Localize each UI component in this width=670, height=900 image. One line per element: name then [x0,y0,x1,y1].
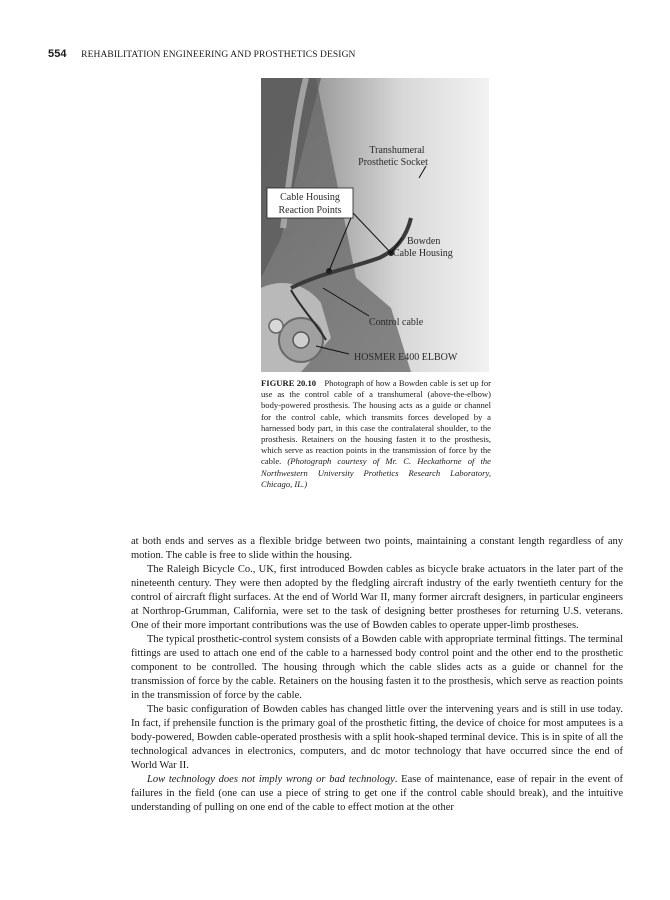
label-socket-1: Transhumeral [369,145,425,156]
paragraph-3: The typical prosthetic-control system consists of a Bowden cable with appropriate terminal fittings. The terminal fittings are used to attach one end of the cable to a harnessed body control point and the other end to the prosthetic component to be controlled. The housing through which the cable slides acts as a guide or channel for the transmission of force by the cable. Retainers on the housing fasten it to the prosthesis, which serve as reaction points in the transmission of force by the cable. [131,634,623,701]
paragraph-5-rest: . Ease of maintenance, ease of repair in the event of failures in the field (one can use a piece of string to get one if the control cable should break), and the intuitive understanding of pulling on one end of the cable to effect motion at the other [131,774,623,813]
body-text [131,535,623,815]
label-elbow: HOSMER E400 ELBOW [354,352,458,363]
label-socket-2: Prosthetic Socket [358,157,428,168]
label-bowden-1: Bowden [407,236,441,247]
running-header [48,48,356,60]
figure-label: FIGURE 20.10 [261,378,317,388]
page-number: 554 [48,48,67,60]
caption-text: Photograph of how a Bowden cable is set up for use as the control cable of a transhumeral (above-the-elbow) body-powered prosthesis. The housing acts as a guide or channel for the control cable, which transmits forces developed by a harnessed body part, in this case the contralateral shoulder, to the prosthesis. Retainers on the housing fasten it to the prosthesis, which serve as reaction points in the transmission of force by the cable. [261,378,491,467]
figure-photograph [261,78,489,372]
label-control-cable: Control cable [369,317,424,328]
label-reaction-1: Cable Housing [280,192,340,203]
paragraph-2: The Raleigh Bicycle Co., UK, first introduced Bowden cables as bicycle brake actuators in the later part of the nineteenth century. They were then adopted by the fledgling aircraft industry of the early twentieth century for the control of aircraft flight surfaces. At the end of World War II, many former aircraft designers, in particular engineers at Northrop-Grumman, California, were set to the task of designing better prostheses for returning U.S. veterans. One of their more important contributions was the use of Bowden cables to operate upper-limb prostheses. [131,564,623,631]
label-reaction-2: Reaction Points [278,205,342,216]
paragraph-5-emphasis: Low technology does not imply wrong or bad technology [147,774,395,785]
paragraph-5 [131,773,623,815]
paragraph-4: The basic configuration of Bowden cables has changed little over the intervening years and is still in use today. In fact, if prehensile function is the primary goal of the prosthetic fitting, the device of choice for most amputees is a body-powered, Bowden cable-operated prosthesis with a split hook-shaped terminal device. This is in spite of all the technological advances in electronics, computers, and dc motor technology that have occurred since the end of World War II. [131,704,623,771]
label-bowden-2: Cable Housing [393,248,453,259]
prosthesis-photo [261,78,489,372]
figure-caption [261,378,491,490]
paragraph-1: at both ends and serves as a flexible bridge between two points, maintaining a constant length regardless of any motion. The cable is free to slide within the housing. [131,536,623,561]
running-title: REHABILITATION ENGINEERING AND PROSTHETICS DESIGN [81,50,356,60]
caption-credit: (Photograph courtesy of Mr. C. Heckathorne of the Northwestern University Prothetics Research Laboratory, Chicago, IL.) [261,456,491,489]
